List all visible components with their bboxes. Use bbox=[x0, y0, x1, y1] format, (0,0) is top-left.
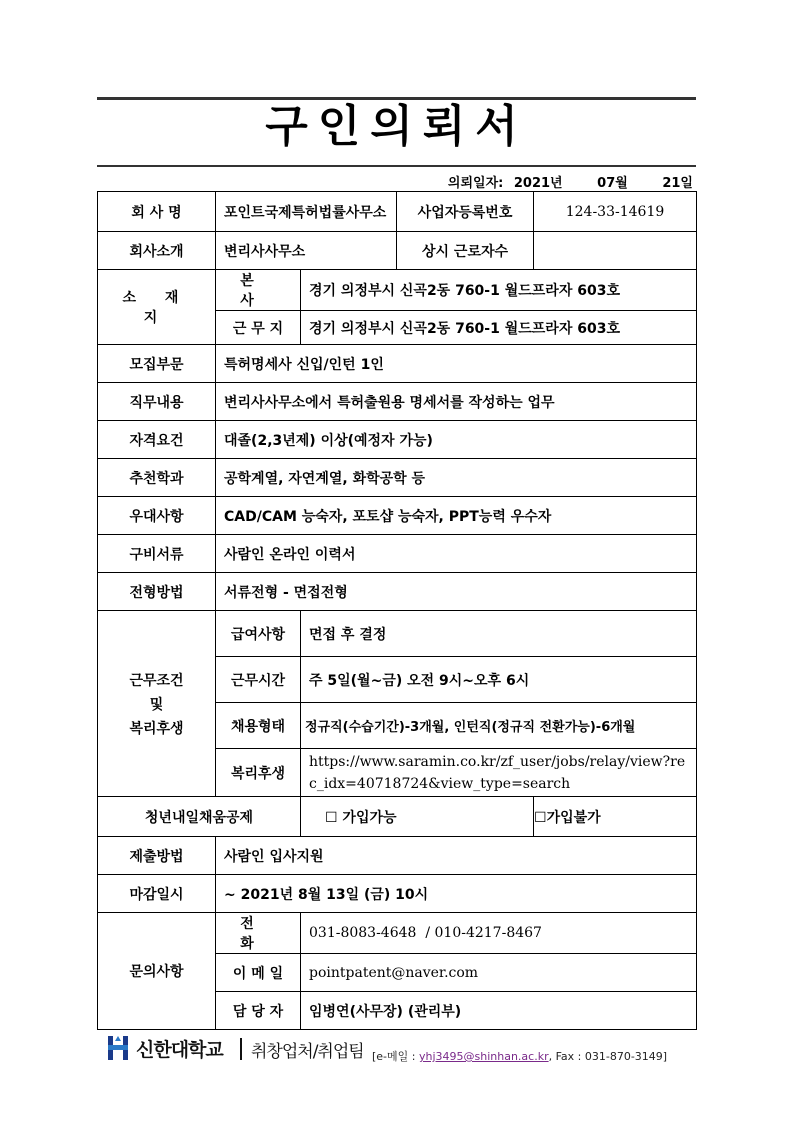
work-label: 근 무 지 bbox=[216, 311, 301, 345]
hours-label: 근무시간 bbox=[216, 657, 301, 703]
conditions-label: 근무조건 및 복리후생 bbox=[98, 611, 216, 797]
info-label: 모집부문 bbox=[98, 345, 216, 383]
footer bbox=[106, 1032, 706, 1068]
youth-join-possible-checkbox[interactable]: ☐ 가입가능 bbox=[301, 797, 534, 837]
staff-count bbox=[534, 232, 697, 270]
info-label: 전형방법 bbox=[98, 573, 216, 611]
info-value: 서류전형 - 면접전형 bbox=[216, 573, 697, 611]
manager-value: 임병연(사무장) (관리부) bbox=[301, 992, 697, 1030]
deadline-value: ~ 2021년 8월 13일 (금) 10시 bbox=[216, 875, 697, 913]
job-request-form bbox=[97, 191, 697, 1030]
request-date bbox=[442, 172, 693, 191]
info-label: 추천학과 bbox=[98, 459, 216, 497]
info-value: 대졸(2,3년제) 이상(예정자 가능) bbox=[216, 421, 697, 459]
university-name: 신한대학교 bbox=[136, 1039, 223, 1061]
info-label: 구비서류 bbox=[98, 535, 216, 573]
date-month: 07월 bbox=[597, 176, 628, 191]
work-address: 경기 의정부시 신곡2동 760-1 월드프라자 603호 bbox=[301, 311, 697, 345]
youth-fund-row bbox=[98, 797, 697, 837]
company-intro-label: 회사소개 bbox=[98, 232, 216, 270]
salary-row bbox=[98, 611, 697, 657]
welfare-label: 복리후생 bbox=[216, 749, 301, 797]
company-name-row bbox=[98, 192, 697, 232]
date-year: 2021년 bbox=[513, 176, 563, 191]
info-row bbox=[98, 383, 697, 421]
info-value: 사람인 온라인 이력서 bbox=[216, 535, 697, 573]
footer-contact bbox=[372, 1048, 667, 1064]
bizno: 124-33-14619 bbox=[534, 192, 697, 232]
welfare-link[interactable]: https://www.saramin.co.kr/zf_user/jobs/relay/view?rec_idx=40718724&view_type=search bbox=[301, 749, 697, 797]
footer-divider bbox=[240, 1038, 242, 1060]
contact-prefix: [e-메일 : bbox=[372, 1050, 416, 1063]
location-hq-row bbox=[98, 270, 697, 311]
bizno-label: 사업자등록번호 bbox=[397, 192, 534, 232]
youth-join-impossible-checkbox[interactable]: ☐가입불가 bbox=[534, 797, 697, 837]
info-row bbox=[98, 345, 697, 383]
phone-label: 전 화 bbox=[216, 913, 301, 954]
hq-label: 본 사 bbox=[216, 270, 301, 311]
salary-label: 급여사항 bbox=[216, 611, 301, 657]
inquiry-label: 문의사항 bbox=[98, 913, 216, 1030]
page-title: 구인의뢰서 bbox=[265, 101, 528, 152]
phone-row bbox=[98, 913, 697, 954]
youth-fund-label: 청년내일채움공제 bbox=[98, 797, 301, 837]
submit-value: 사람인 입사지원 bbox=[216, 837, 697, 875]
location-label: 소 재 지 bbox=[98, 270, 216, 345]
manager-label: 담 당 자 bbox=[216, 992, 301, 1030]
university-logo-icon bbox=[106, 1034, 130, 1062]
info-value: 공학계열, 자연계열, 화학공학 등 bbox=[216, 459, 697, 497]
info-row bbox=[98, 535, 697, 573]
info-row bbox=[98, 421, 697, 459]
submit-row bbox=[98, 837, 697, 875]
info-row bbox=[98, 497, 697, 535]
top-rule-thick bbox=[97, 97, 696, 100]
info-label: 우대사항 bbox=[98, 497, 216, 535]
company-intro: 변리사사무소 bbox=[216, 232, 397, 270]
phone-value: 031-8083-4648 / 010-4217-8467 bbox=[301, 913, 697, 954]
info-row bbox=[98, 459, 697, 497]
salary-value: 면접 후 결정 bbox=[301, 611, 697, 657]
contact-email-link[interactable]: yhj3495@shinhan.ac.kr bbox=[418, 1050, 549, 1063]
hours-value: 주 5일(월~금) 오전 9시~오후 6시 bbox=[301, 657, 697, 703]
deadline-label: 마감일시 bbox=[98, 875, 216, 913]
deadline-row bbox=[98, 875, 697, 913]
info-value: 특허명세사 신입/인턴 1인 bbox=[216, 345, 697, 383]
email-label: 이 메 일 bbox=[216, 954, 301, 992]
submit-label: 제출방법 bbox=[98, 837, 216, 875]
company-name-label: 회 사 명 bbox=[98, 192, 216, 232]
contact-suffix: , Fax : 031-870-3149] bbox=[548, 1050, 668, 1063]
employment-type-value: 정규직(수습기간)-3개월, 인턴직(정규직 전환가능)-6개월 bbox=[301, 703, 697, 749]
info-value: 변리사사무소에서 특허출원용 명세서를 작성하는 업무 bbox=[216, 383, 697, 421]
staff-count-label: 상시 근로자수 bbox=[397, 232, 534, 270]
department-name: 취창업처/취업팀 bbox=[251, 1042, 364, 1062]
company-name: 포인트국제특허법률사무소 bbox=[216, 192, 397, 232]
info-row bbox=[98, 573, 697, 611]
info-label: 자격요건 bbox=[98, 421, 216, 459]
info-value: CAD/CAM 능숙자, 포토샵 능숙자, PPT능력 우수자 bbox=[216, 497, 697, 535]
hq-address: 경기 의정부시 신곡2동 760-1 월드프라자 603호 bbox=[301, 270, 697, 311]
email-value[interactable]: pointpatent@naver.com bbox=[301, 954, 697, 992]
info-label: 직무내용 bbox=[98, 383, 216, 421]
date-day: 21일 bbox=[662, 176, 693, 191]
company-intro-row bbox=[98, 232, 697, 270]
date-label: 의뢰일자: bbox=[447, 176, 504, 191]
employment-type-label: 채용형태 bbox=[216, 703, 301, 749]
title-underline bbox=[97, 165, 696, 167]
